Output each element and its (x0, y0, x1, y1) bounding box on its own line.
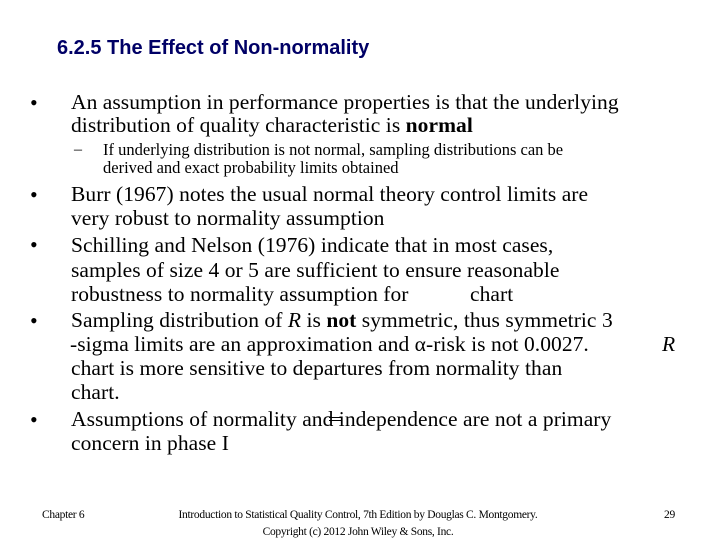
bullet-3-line-3-chart: chart (470, 282, 514, 306)
b4-l2-alpha: α (414, 332, 426, 356)
footer-page-number: 29 (664, 509, 675, 521)
bullet-3-line-1: Schilling and Nelson (1976) indicate that in most cases, (71, 233, 554, 257)
bullet-1-line-2 (71, 113, 473, 137)
b5-l1-a: Assumptions of normality (71, 407, 303, 431)
bullet-1-line-2-text: distribution of quality characteristic is (71, 113, 406, 137)
sub-bullet-marker: – (74, 141, 82, 158)
bullet-marker: • (30, 232, 38, 257)
bullet-4-line-2 (70, 332, 589, 356)
bullet-2-line-1: Burr (1967) notes the usual normal theory control limits are (71, 182, 589, 206)
b4-l1-a: Sampling distribution of (71, 308, 288, 332)
b4-l2-R-italic: R (662, 332, 676, 356)
sub-bullet-line-1: If underlying distribution is not normal, sampling distributions can be (103, 140, 564, 159)
footer-center-line-1: Introduction to Statistical Quality Control, 7th Edition by Douglas C. Montgomery. (178, 509, 538, 521)
overbar-mark (329, 420, 342, 421)
b4-l1-c: symmetric, thus symmetric 3 (356, 308, 613, 332)
bullet-4-line-4: chart. (71, 380, 120, 404)
bullet-2-line-2: very robust to normality assumption (71, 206, 385, 230)
b4-l1-R: R (287, 308, 302, 332)
slide-title: 6.2.5 The Effect of Non-normality (57, 37, 370, 59)
bullet-1-line-1: An assumption in performance properties is that the underlying (71, 90, 619, 114)
b4-l2-a: -sigma limits are an approximation and (70, 332, 415, 356)
bullet-3-line-2: samples of size 4 or 5 are sufficient to ensure reasonable (71, 258, 560, 282)
overbar-mark (329, 417, 342, 418)
bullet-marker: • (30, 182, 38, 207)
bullet-marker: • (30, 407, 38, 432)
bullet-4-line-3: chart is more sensitive to departures from normality than (71, 356, 563, 380)
bullet-5-line-1 (71, 407, 611, 431)
footer-center (150, 507, 566, 541)
b4-l1-b: is (301, 308, 327, 332)
bullet-5-line-2: concern in phase I (71, 431, 229, 455)
bullet-marker: • (30, 90, 38, 115)
bullet-3-line-3: robustness to normality assumption for (71, 282, 409, 306)
bullet-4-line-1 (71, 308, 613, 332)
footer-center-line-2: Copyright (c) 2012 John Wiley & Sons, Inc. (262, 526, 454, 538)
footer-chapter: Chapter 6 (42, 509, 85, 521)
bullet-marker: • (30, 308, 38, 333)
b4-l2-b: -risk is not 0.0027. (426, 332, 589, 356)
bullet-1-normal-bold: normal (405, 113, 473, 137)
b4-l1-not-bold: not (326, 308, 357, 332)
b5-l1-b: and independence are not a primary (302, 407, 612, 431)
sub-bullet-line-2: derived and exact probability limits obtained (103, 158, 399, 177)
